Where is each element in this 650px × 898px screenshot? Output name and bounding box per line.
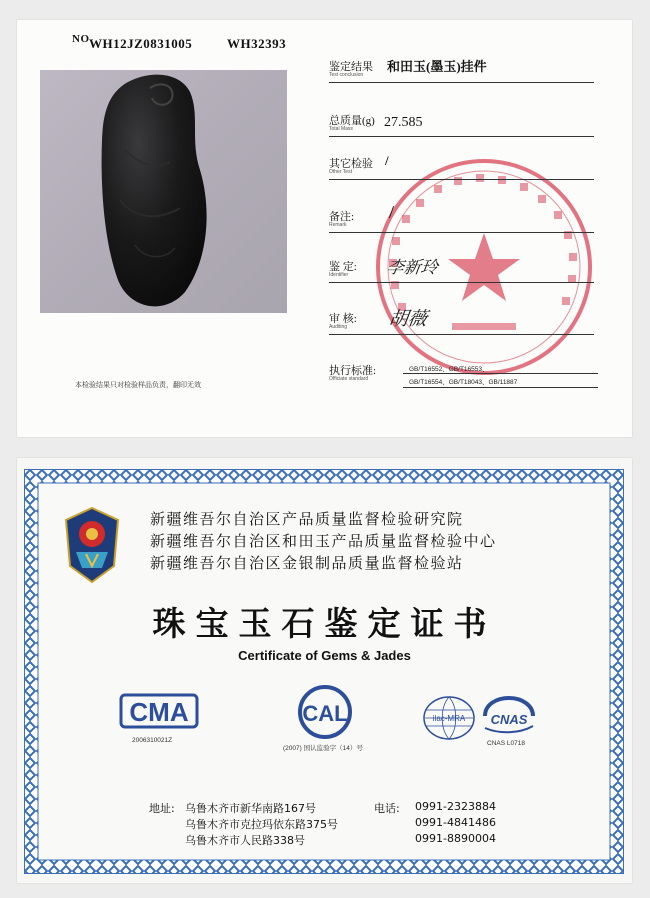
- identifier-sub: Identifier: [329, 272, 349, 278]
- standard-line-2: GB/T16554、GB/T18043、GB/11887: [409, 379, 518, 386]
- address-label: 地址:: [149, 802, 175, 815]
- rule: [403, 387, 598, 388]
- rule: [329, 232, 594, 233]
- ilac-mra-logo-icon: [422, 695, 477, 741]
- standard-label: 执行标准:: [329, 365, 377, 377]
- remark-sub: Remark: [329, 222, 347, 228]
- auditing-sub: Auditing: [329, 324, 348, 330]
- cnas-logo-text: CNAS: [490, 712, 528, 727]
- rule: [329, 282, 594, 283]
- phone-line-1: 0991-2323884: [415, 800, 496, 813]
- cal-logo-icon: [295, 684, 355, 740]
- standard-line-1: GB/T16552、GB/T16553、: [409, 366, 489, 373]
- certificate-title: 珠宝玉石鉴定证书: [152, 604, 497, 643]
- disclaimer-text: 本检验结果只对检验样品负责，翻印无效: [75, 381, 201, 389]
- address-line-2: 乌鲁木齐市克拉玛依东路375号: [185, 818, 338, 831]
- cma-logo-text: CMA: [129, 697, 189, 727]
- standard-sub: Officiate standard: [329, 376, 369, 382]
- mass-sub: Total Mass: [329, 126, 353, 132]
- gem-certificate: [17, 458, 632, 883]
- address-line-1: 乌鲁木齐市新华南路167号: [185, 802, 316, 815]
- quality-supervision-emblem-icon: [62, 506, 122, 584]
- cma-logo-icon: [119, 691, 199, 731]
- institute-name-2: 新疆维吾尔自治区和田玉产品质量监督检验中心: [150, 532, 497, 550]
- other-label: 其它检验: [329, 158, 373, 170]
- rule: [329, 334, 594, 335]
- rule: [329, 136, 594, 137]
- rule: [329, 179, 594, 180]
- remark-value: /: [389, 202, 395, 222]
- report-no-label: NO: [72, 33, 90, 45]
- institute-name-1: 新疆维吾尔自治区产品质量监督检验研究院: [150, 510, 464, 528]
- cnas-logo-icon: [479, 696, 537, 736]
- institute-name-3: 新疆维吾尔自治区金银制品质量监督检验站: [150, 554, 464, 572]
- report-no-value: WH12JZ0831005: [89, 36, 193, 51]
- identifier-signature: 李新玲: [385, 258, 440, 278]
- rule: [403, 373, 598, 374]
- cal-logo-text: CAL: [302, 701, 348, 726]
- jade-pendant-photo: [40, 70, 287, 313]
- cnas-caption: CNAS L0718: [487, 740, 525, 747]
- ilac-logo-text: ilac-MRA: [432, 714, 466, 723]
- conclusion-value: 和田玉(墨玉)挂件: [387, 59, 487, 74]
- cma-caption: 2006310021Z: [132, 737, 173, 744]
- mass-label: 总质量(g): [329, 115, 375, 127]
- auditing-label: 审 核:: [329, 313, 357, 325]
- remark-label: 备注:: [329, 211, 355, 223]
- cal-caption: (2007) 国认监验字（14）号: [283, 745, 363, 752]
- phone-line-3: 0991-8890004: [415, 832, 496, 845]
- identification-report: [17, 20, 632, 437]
- other-value: /: [385, 153, 389, 168]
- conclusion-sub: Test conclusion: [329, 72, 364, 78]
- rule: [329, 82, 594, 83]
- identifier-label: 鉴 定:: [329, 261, 357, 273]
- address-line-3: 乌鲁木齐市人民路338号: [185, 834, 305, 847]
- report-no-value-secondary: WH32393: [227, 36, 287, 51]
- conclusion-label: 鉴定结果: [329, 61, 373, 73]
- mass-value: 27.585: [384, 115, 423, 130]
- phone-label: 电话:: [374, 802, 400, 815]
- phone-line-2: 0991-4841486: [415, 816, 496, 829]
- other-sub: Other Test: [329, 169, 352, 175]
- auditing-signature: 胡薇: [387, 308, 429, 330]
- certificate-subtitle: Certificate of Gems & Jades: [238, 648, 411, 663]
